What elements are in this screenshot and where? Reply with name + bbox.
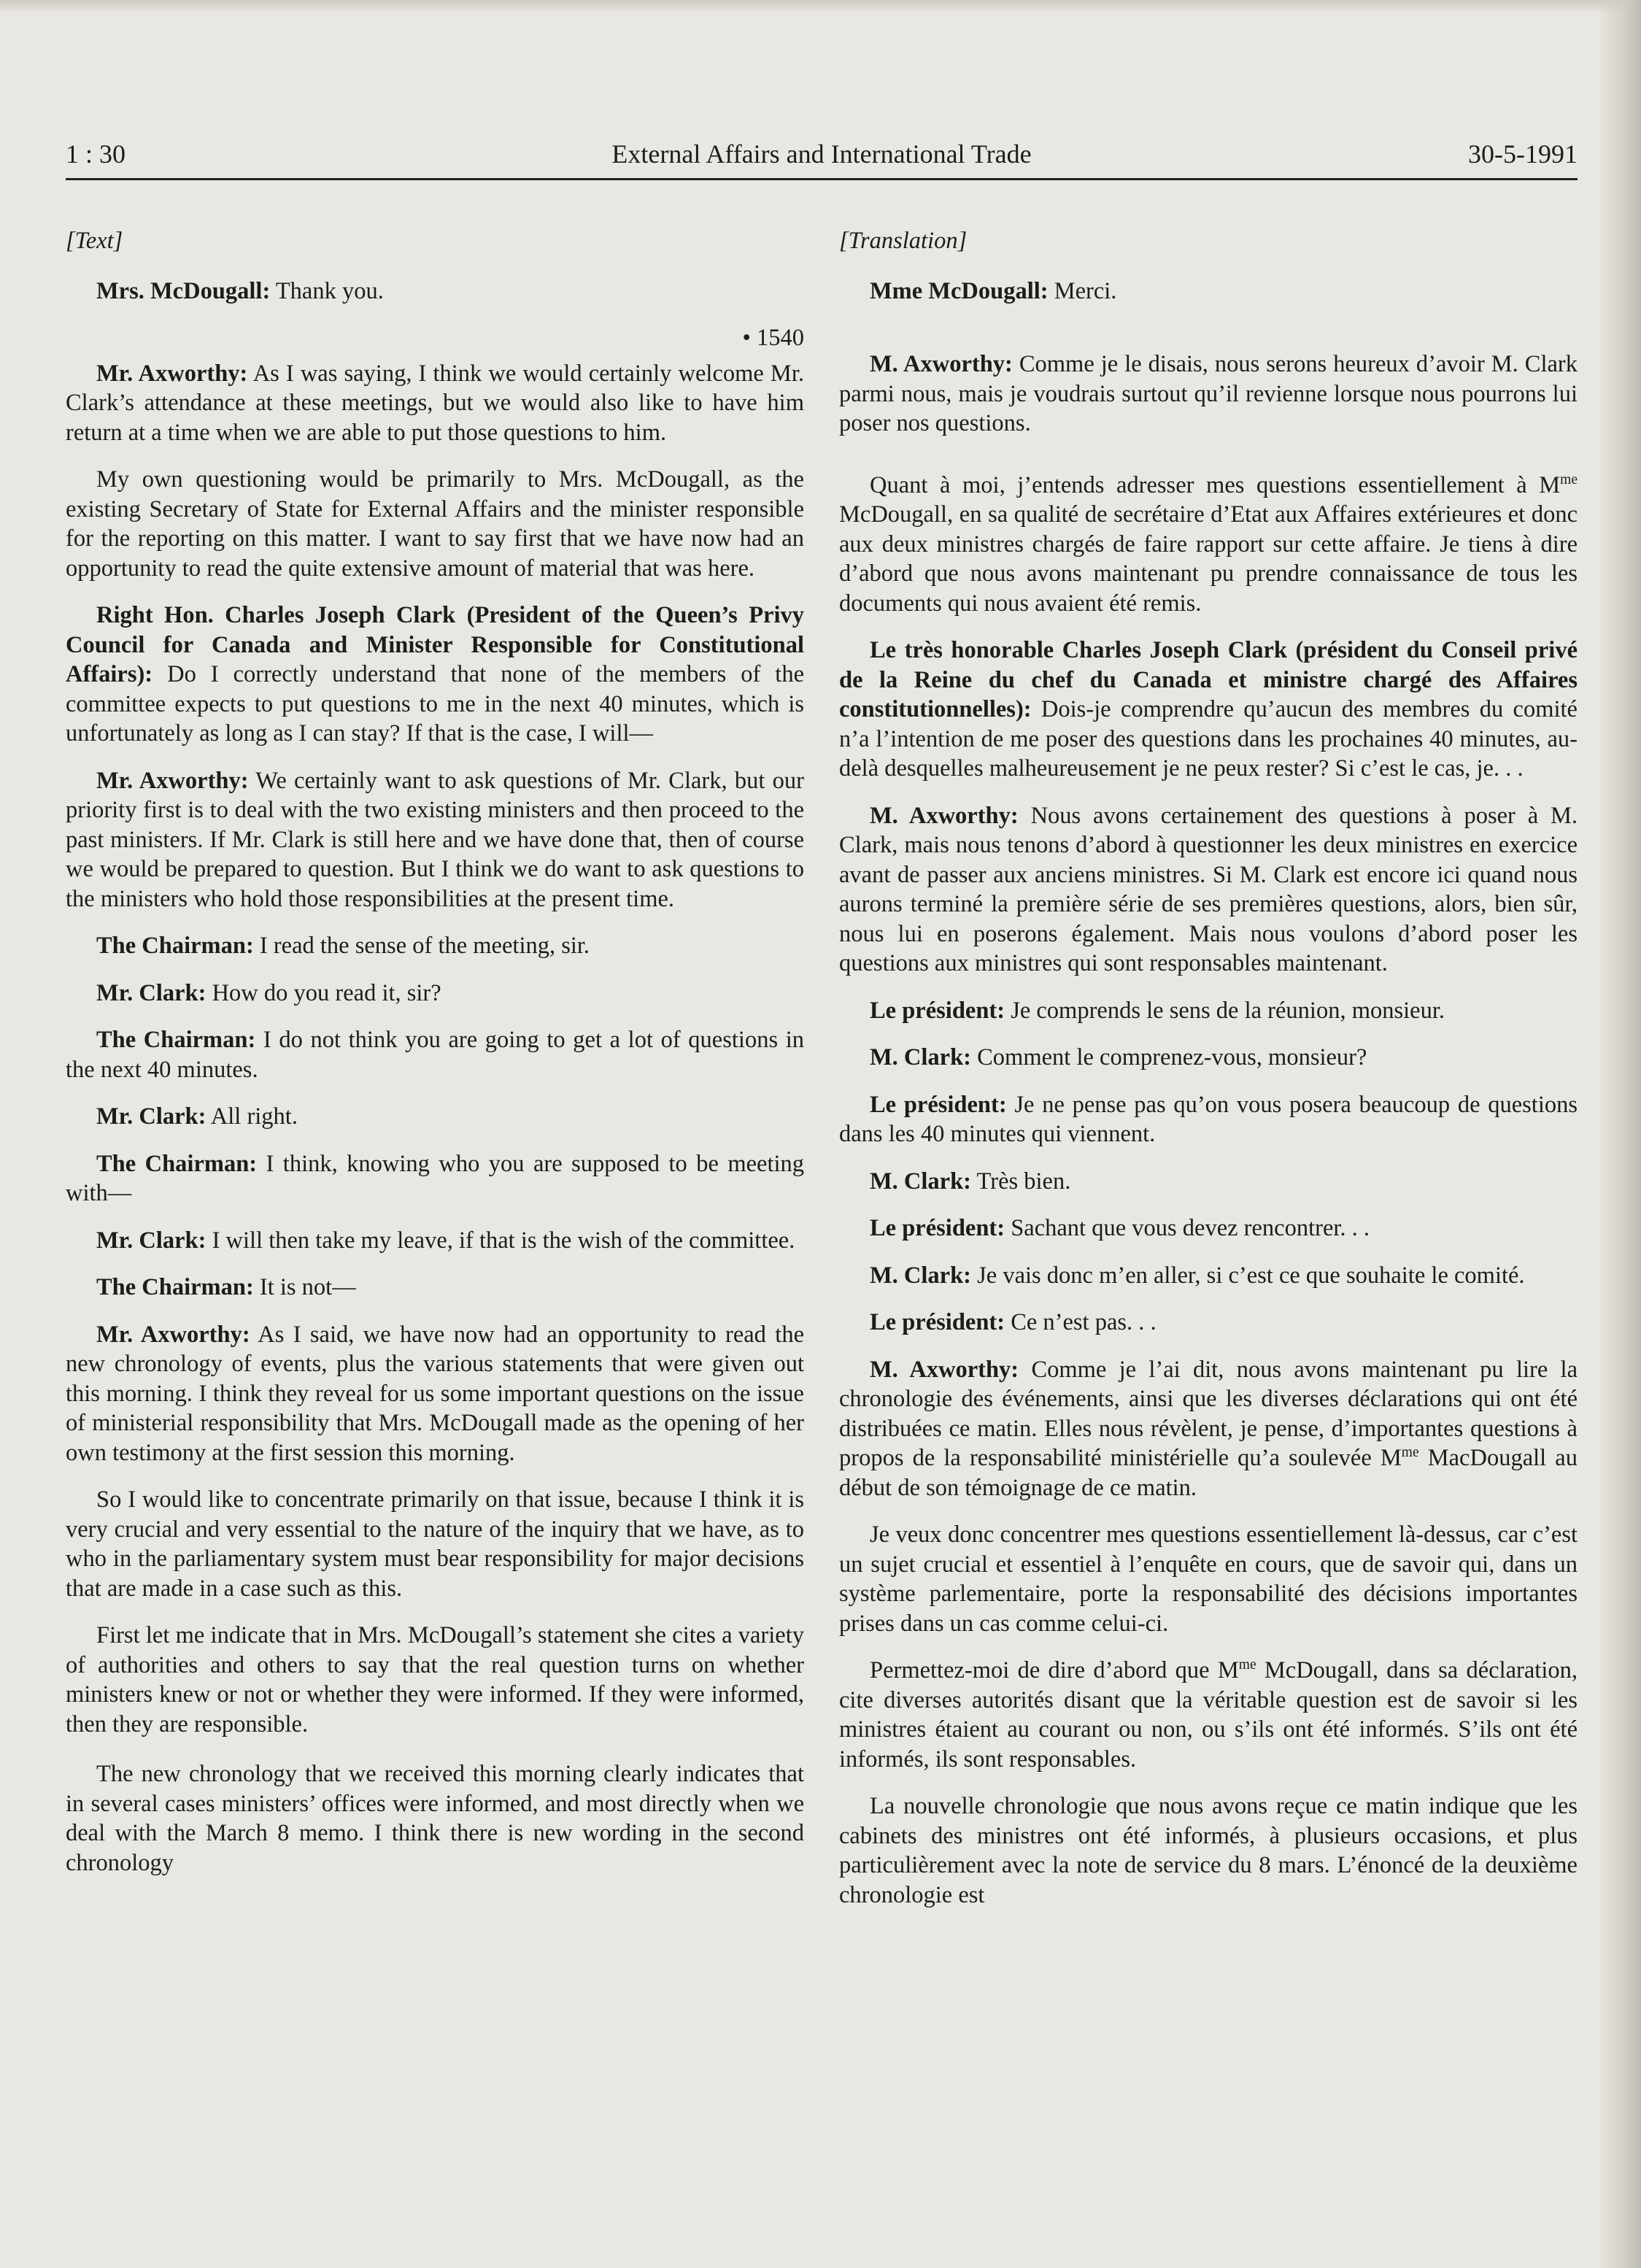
speaker-name: Le président: — [870, 1091, 1007, 1118]
speaker-name: Mr. Clark: — [96, 1103, 206, 1130]
superscript: me — [1401, 1445, 1419, 1461]
french-paragraph — [839, 1043, 1578, 1073]
english-paragraph — [66, 1621, 804, 1739]
english-paragraph — [66, 766, 804, 914]
paragraph-text: Permettez-moi de dire d’abord que $M^{me}$ McDougall, dans sa déclaration, cite diverses autorités disant que la véritable question est de savoir si les ministres étaient au courant ou non, ou s’ils ont été informés. S’ils ont été informés, ils sont responsables. — [839, 1657, 1578, 1773]
paragraph-text: Thank you. — [275, 277, 384, 304]
english-language-label: [Text] — [66, 228, 123, 254]
french-paragraph — [839, 1520, 1578, 1638]
paragraph-text: Je comprends le sens de la réunion, monsieur. — [1011, 997, 1445, 1024]
speaker-name: Le très honorable Charles Joseph Clark (président du Conseil privé de la Reine du chef du Canada et ministre chargé des Affaires constitutionnelles): — [839, 637, 1578, 722]
french-paragraph — [839, 996, 1578, 1026]
english-paragraph — [66, 601, 804, 749]
superscript: me — [1238, 1657, 1256, 1673]
speaker-name: Le président: — [870, 1215, 1005, 1241]
paragraph-text: As I was saying, I think we would certainly welcome Mr. Clark’s attendance at these meetings, but we would also like to have him return at a time when we are able to put those questions to him. — [66, 360, 804, 446]
paragraph-text: First let me indicate that in Mrs. McDougall’s statement she cites a variety of authorities and others to say that the real question turns on whether ministers knew or not or whether they were informed. If they were informed, then they are responsible. — [66, 1622, 804, 1737]
paragraph-text: So I would like to concentrate primarily on that issue, because I think it is very crucial and very essential to the nature of the inquiry that we have, as to who in the parliamentary system must bear responsibility for major decisions that are made in a case such as this. — [66, 1486, 804, 1602]
speaker-name: The Chairman: — [96, 933, 254, 959]
english-paragraph — [66, 1149, 804, 1208]
french-paragraph — [839, 1261, 1578, 1291]
paragraph-text: Comme je l’ai dit, nous avons maintenant pu lire la chronologie des événements, ainsi que les diverses déclarations qui ont été distribuées ce matin. Elles nous révèlent, je pense, d’importantes questions à propos de la responsabilité ministérielle qu’a soulevée $M^{me}$ MacDougall au début de son témoignage de ce matin. — [839, 1356, 1578, 1501]
page-date: 30-5-1991 — [1468, 139, 1578, 169]
english-paragraph — [66, 1320, 804, 1468]
paragraph-text: Dois-je comprendre qu’aucun des membres du comité n’a l’intention de me poser des questions dans les prochaines 40 minutes, au-delà desquelles malheureusement je ne peux rester? Si c’est le cas, je. . . — [839, 696, 1578, 782]
french-paragraph — [839, 801, 1578, 979]
english-paragraph — [66, 979, 804, 1008]
english-paragraph — [66, 465, 804, 583]
french-paragraph — [839, 1791, 1578, 1910]
paragraph-text: Merci. — [1054, 277, 1117, 304]
speaker-name: Le président: — [870, 1309, 1005, 1335]
page-header — [66, 139, 1578, 177]
english-paragraph — [66, 1485, 804, 1603]
paragraph-text: I read the sense of the meeting, sir. — [259, 933, 590, 959]
paragraph-text: Ce n’est pas. . . — [1011, 1309, 1157, 1335]
page-title: External Affairs and International Trade — [611, 139, 1032, 169]
speaker-name: Mr. Clark: — [96, 979, 206, 1006]
paragraph-text: All right. — [210, 1103, 298, 1130]
french-paragraph — [839, 1090, 1578, 1149]
paragraph-text: Je veux donc concentrer mes questions essentiellement là-dessus, car c’est un sujet crucial et essentiel à l’enquête en cours, que de savoir qui, dans un système parlementaire, porte la responsabilité des décisions importantes prises dans un cas comme celui-ci. — [839, 1521, 1578, 1637]
english-paragraph — [66, 1226, 804, 1256]
speaker-name: Mme McDougall: — [870, 277, 1049, 304]
speaker-name: M. Axworthy: — [870, 351, 1013, 377]
paragraph-text: Nous avons certainement des questions à poser à M. Clark, mais nous tenons d’abord à questionner les deux ministres en exercice avant de passer aux anciens ministres. Si M. Clark est encore ici quand nous aurons terminé la première série de ses premières questions, alors, bien sûr, nous lui en poserons également. Mais nous voulons d’abord poser les questions aux ministres qui sont responsables maintenant. — [839, 802, 1578, 976]
speaker-name: M. Clark: — [870, 1262, 971, 1289]
paragraph-text: La nouvelle chronologie que nous avons reçue ce matin indique que les cabinets des ministres ont été informés, à plusieurs occasions, et plus particulièrement avec la note de service du 8 mars. L’énoncé de la deuxième chronologie est — [839, 1793, 1578, 1908]
speaker-name: The Chairman: — [96, 1274, 254, 1300]
paragraph-text: Je vais donc m’en aller, si c’est ce que souhaite le comité. — [977, 1262, 1525, 1289]
speaker-name: The Chairman: — [96, 1150, 258, 1177]
paragraph-text: The new chronology that we received this morning clearly indicates that in several cases ministers’ offices were informed, and most directly when we deal with the March 8 memo. I think there is new wording in the second chronology — [66, 1761, 804, 1876]
paragraph-text: Do I correctly understand that none of the members of the committee expects to put questions to me in the next 40 minutes, which is unfortunately as long as I can stay? If that is the case, I will— — [66, 661, 804, 747]
french-paragraph — [839, 277, 1578, 306]
french-language-label: [Translation] — [839, 228, 968, 254]
paragraph-text: Comme je le disais, nous serons heureux d’avoir M. Clark parmi nous, mais je voudrais surtout qu’il revienne lorsque nous pourrons lui poser nos questions. — [839, 351, 1578, 436]
french-paragraph — [839, 1167, 1578, 1197]
paragraph-text: We certainly want to ask questions of Mr. Clark, but our priority first is to deal with the two existing ministers and then proceed to the past ministers. If Mr. Clark is still here and we have done that, then of course we would be prepared to question. But I think we do want to ask questions to the ministers who hold those responsibilities at the present time. — [66, 767, 804, 912]
paragraph-text: As I said, we have now had an opportunity to read the new chronology of events, plus the various statements that were given out this morning. I think they reveal for us some important questions on the issue of ministerial responsibility that Mrs. McDougall made as the opening of her own testimony at the first session this morning. — [66, 1321, 804, 1466]
paragraph-text: I do not think you are going to get a lot of questions in the next 40 minutes. — [66, 1027, 804, 1083]
paragraph-text: Sachant que vous devez rencontrer. . . — [1011, 1215, 1370, 1241]
page-number: 1 : 30 — [66, 139, 126, 169]
speaker-name: M. Clark: — [870, 1168, 971, 1195]
scan-top-shadow — [0, 0, 1641, 13]
paragraph-text: It is not— — [259, 1274, 356, 1300]
french-paragraph — [839, 1214, 1578, 1243]
speaker-name: Mr. Axworthy: — [96, 1321, 250, 1348]
english-paragraph — [66, 1759, 804, 1878]
speaker-name: Le président: — [870, 997, 1005, 1024]
english-paragraph — [66, 1025, 804, 1084]
superscript: me — [1560, 471, 1578, 487]
paragraph-text: How do you read it, sir? — [212, 979, 441, 1006]
french-paragraph — [839, 471, 1578, 619]
french-paragraph — [839, 350, 1578, 439]
time-marker: • 1540 — [742, 325, 804, 351]
speaker-name: Right Hon. Charles Joseph Clark (President of the Queen’s Privy Council for Canada and Minister Responsible for Constitutional Affairs): — [66, 602, 804, 687]
french-column — [839, 226, 1578, 1927]
french-paragraph — [839, 1656, 1578, 1774]
english-paragraph — [66, 1273, 804, 1303]
speaker-name: Mr. Axworthy: — [96, 360, 248, 387]
french-paragraph — [839, 636, 1578, 784]
header-rule — [66, 178, 1578, 180]
paragraph-text: I will then take my leave, if that is the wish of the committee. — [212, 1227, 795, 1254]
english-paragraph — [66, 1102, 804, 1132]
speaker-name: M. Axworthy: — [870, 1356, 1019, 1383]
speaker-name: Mrs. McDougall: — [96, 277, 271, 304]
paragraph-text: Quant à moi, j’entends adresser mes questions essentiellement à $M^{me}$ McDougall, en sa qualité de secrétaire d’Etat aux Affaires extérieures et donc aux deux ministres chargés de faire rapport sur cette affaire. Je tiens à dire d’abord que nous avons maintenant pu prendre connaissance de tous les documents qui nous avaient été remis. — [839, 471, 1578, 617]
english-paragraph — [66, 931, 804, 961]
french-paragraph — [839, 1355, 1578, 1503]
english-paragraph — [66, 277, 804, 306]
scan-edge-shadow — [1597, 0, 1641, 2268]
french-paragraph — [839, 1308, 1578, 1338]
paragraph-text: I think, knowing who you are supposed to be meeting with— — [66, 1150, 805, 1206]
speaker-name: The Chairman: — [96, 1027, 256, 1053]
speaker-name: Mr. Clark: — [96, 1227, 206, 1254]
speaker-name: M. Clark: — [870, 1044, 971, 1071]
paragraph-text: Très bien. — [976, 1168, 1071, 1195]
paragraph-text: Comment le comprenez-vous, monsieur? — [977, 1044, 1367, 1071]
paragraph-text: Je ne pense pas qu’on vous posera beaucoup de questions dans les 40 minutes qui viennent. — [839, 1091, 1578, 1147]
paragraph-text: My own questioning would be primarily to Mrs. McDougall, as the existing Secretary of State for External Affairs and the minister responsible for the reporting on this matter. I want to say first that we have now had an opportunity to read the quite extensive amount of material that was here. — [66, 466, 804, 582]
speaker-name: M. Axworthy: — [870, 802, 1019, 829]
speaker-name: Mr. Axworthy: — [96, 767, 249, 794]
english-paragraph — [66, 359, 804, 448]
english-column — [66, 226, 804, 1895]
